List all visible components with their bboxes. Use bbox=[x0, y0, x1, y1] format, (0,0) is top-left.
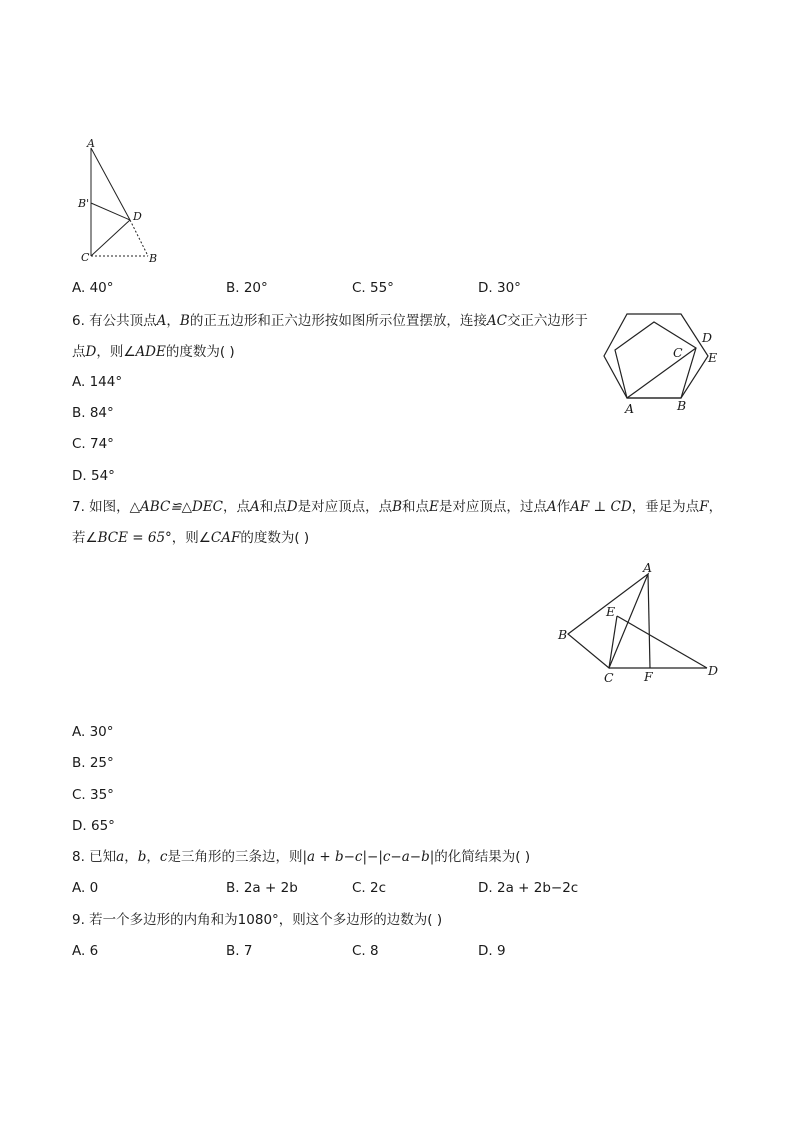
q8-text: 是三角形的三条边，则 bbox=[167, 849, 303, 865]
q8-var-c: c bbox=[159, 849, 168, 865]
q6-text: 点 bbox=[72, 344, 86, 360]
q6-label-e: E bbox=[708, 350, 718, 365]
q6-option-b[interactable]: B. 84° bbox=[72, 405, 114, 421]
q7-var-a: A bbox=[250, 499, 260, 515]
q6-var-a: A bbox=[156, 313, 167, 329]
q5-label-c: C bbox=[81, 251, 90, 264]
q7-var-b: B bbox=[392, 499, 403, 515]
q9-option-c[interactable]: C. 8 bbox=[352, 943, 379, 959]
q6-text: ， bbox=[166, 313, 180, 329]
q7-text: 是对应顶点，点 bbox=[297, 499, 393, 515]
q5-label-a: A bbox=[87, 137, 95, 150]
q6-label-b: B bbox=[677, 398, 687, 413]
q7-text: 7. 如图， bbox=[72, 499, 130, 515]
q8-stem bbox=[72, 851, 530, 865]
q7-angle-caf: CAF bbox=[210, 530, 241, 546]
q5-label-b-prime: B' bbox=[78, 197, 90, 210]
q6-option-d[interactable]: D. 54° bbox=[72, 468, 115, 484]
q5-option-b[interactable]: B. 20° bbox=[226, 280, 268, 296]
q7-congruence: △ABC≌△DEC bbox=[129, 499, 224, 515]
q8-option-c[interactable]: C. 2c bbox=[352, 880, 387, 896]
q9-option-a[interactable]: A. 6 bbox=[72, 943, 99, 959]
q5-option-d[interactable]: D. 30° bbox=[478, 280, 521, 296]
q8-expression: |a + b−c|−|c−a−b| bbox=[302, 849, 435, 865]
q7-label-c: C bbox=[604, 670, 614, 685]
q7-var-d: D bbox=[286, 499, 298, 515]
q6-var-b: B bbox=[179, 313, 190, 329]
q7-option-a[interactable]: A. 30° bbox=[72, 724, 114, 740]
q7-label-b: B bbox=[558, 627, 568, 642]
q7-label-e: E bbox=[606, 604, 616, 619]
q8-text: 的化简结果为( ) bbox=[434, 849, 531, 865]
q5-option-a[interactable]: A. 40° bbox=[72, 280, 114, 296]
q6-option-a[interactable]: A. 144° bbox=[72, 374, 123, 390]
q6-text: 交正六边形于 bbox=[506, 313, 588, 329]
q8-option-b[interactable]: B. 2a + 2b bbox=[226, 880, 298, 896]
q6-var-d: D bbox=[85, 344, 97, 360]
q7-text: 若∠ bbox=[72, 530, 98, 546]
q7-label-f: F bbox=[644, 669, 653, 684]
q6-var-ac: AC bbox=[486, 313, 507, 329]
q7-text: ，垂足为点 bbox=[631, 499, 700, 515]
q7-var-e: E bbox=[429, 499, 439, 515]
q7-text: ，点 bbox=[223, 499, 251, 515]
q7-option-d[interactable]: D. 65° bbox=[72, 818, 115, 834]
q6-text: ，则∠ bbox=[96, 344, 136, 360]
q7-text: 的度数为( ) bbox=[240, 530, 310, 546]
q7-text: 和点 bbox=[259, 499, 287, 515]
q6-text: 的正五边形和正六边形按如图所示位置摆放，连接 bbox=[189, 313, 487, 329]
q7-label-d: D bbox=[708, 663, 719, 678]
q9-option-b[interactable]: B. 7 bbox=[226, 943, 253, 959]
q8-var-b: b bbox=[137, 849, 147, 865]
q6-label-d: D bbox=[702, 330, 713, 345]
q6-label-a: A bbox=[625, 401, 635, 416]
q6-option-c[interactable]: C. 74° bbox=[72, 436, 114, 452]
q9-stem: 9. 若一个多边形的内角和为1080°，则这个多边形的边数为( ) bbox=[72, 912, 443, 928]
q7-text: 和点 bbox=[402, 499, 430, 515]
q7-text: 作 bbox=[556, 499, 571, 515]
q8-text: ， bbox=[146, 849, 160, 865]
q7-option-b[interactable]: B. 25° bbox=[72, 755, 114, 771]
q7-perp: AF ⊥ CD bbox=[570, 499, 632, 515]
q5-label-b: B bbox=[149, 252, 158, 265]
q7-text: ， bbox=[708, 499, 723, 515]
q7-var-f: F bbox=[699, 499, 709, 515]
q7-label-a: A bbox=[643, 560, 653, 575]
q7-text: ，则∠ bbox=[171, 530, 211, 546]
q8-text: 8. 已知 bbox=[72, 849, 117, 865]
q7-option-c[interactable]: C. 35° bbox=[72, 787, 114, 803]
q5-label-d: D bbox=[133, 210, 142, 223]
q9-option-d[interactable]: D. 9 bbox=[478, 943, 506, 959]
q5-option-c[interactable]: C. 55° bbox=[352, 280, 394, 296]
q8-text: ， bbox=[124, 849, 138, 865]
q8-option-d[interactable]: D. 2a + 2b−2c bbox=[478, 880, 579, 896]
q7-text: 是对应顶点，过点 bbox=[438, 499, 547, 515]
q8-option-a[interactable]: A. 0 bbox=[72, 880, 99, 896]
q6-var-ade: ADE bbox=[135, 344, 166, 360]
q7-var-a2: A bbox=[546, 499, 557, 515]
q8-var-a: a bbox=[116, 849, 125, 865]
q6-label-c: C bbox=[673, 345, 683, 360]
q6-text: 的度数为( ) bbox=[165, 344, 235, 360]
q7-angle-bce: BCE = 65° bbox=[97, 530, 172, 546]
q6-text: 6. 有公共顶点 bbox=[72, 313, 157, 329]
